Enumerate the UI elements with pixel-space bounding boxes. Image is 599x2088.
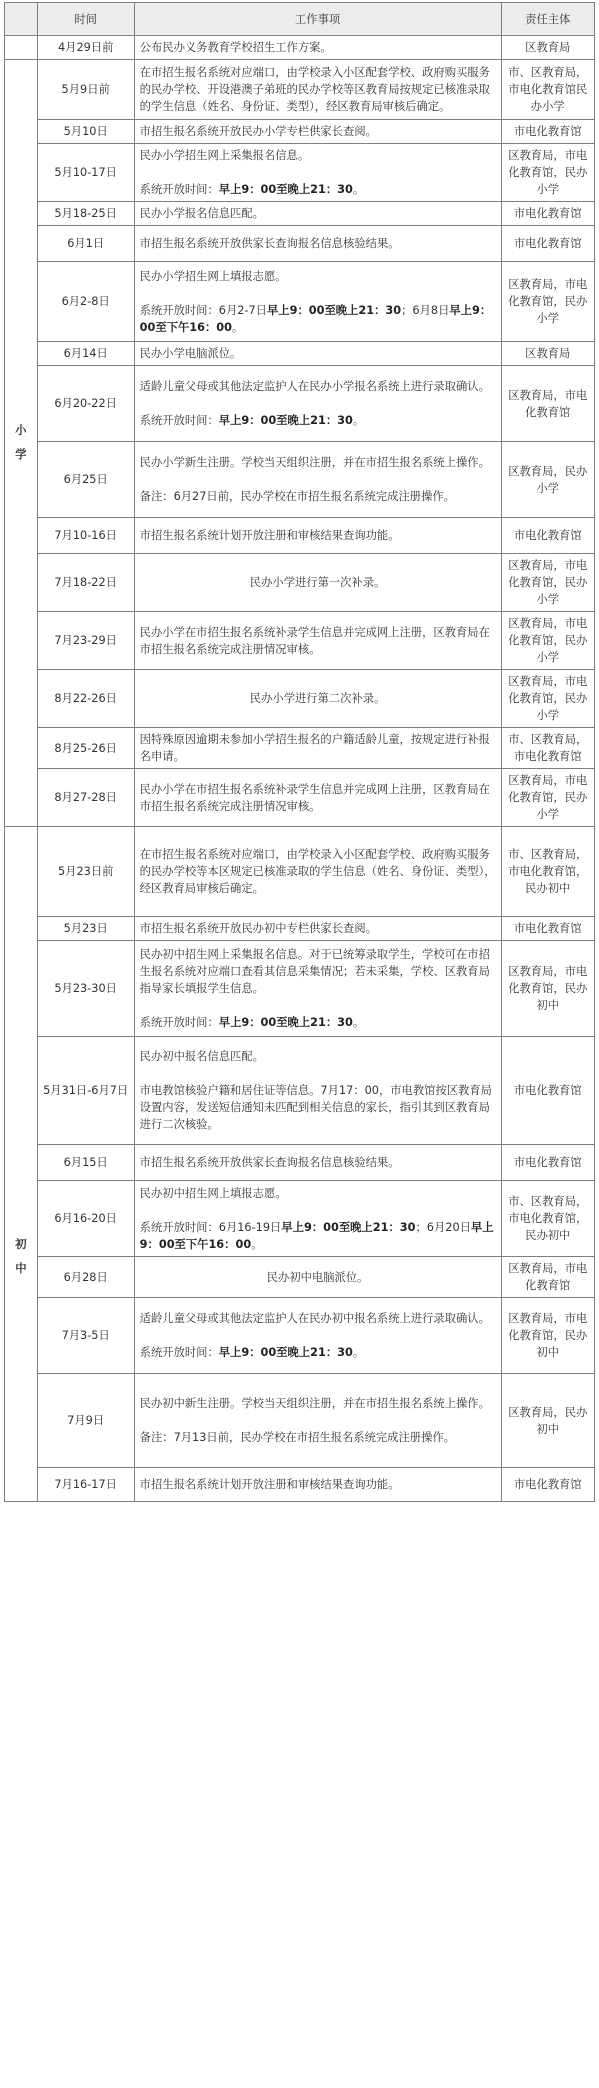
row-task xyxy=(134,612,501,670)
row-owner: 区教育局，民办小学 xyxy=(501,442,594,518)
row-task xyxy=(134,120,501,144)
table-row xyxy=(5,518,595,554)
task-text: 民办小学进行第一次补录。 xyxy=(249,576,386,589)
task-text: 民办初中电脑派位。 xyxy=(266,1270,369,1284)
row-task xyxy=(134,1468,501,1502)
row-time: 5月10日 xyxy=(37,120,134,144)
row-time: 6月25日 xyxy=(37,442,134,518)
open-time-label: 系统开放时间：6月16-19日 xyxy=(139,1220,282,1234)
table-row xyxy=(5,366,595,442)
row-task xyxy=(134,1145,501,1181)
row-owner: 区教育局，市电化教育馆，民办小学 xyxy=(501,554,594,612)
open-time-hours: 早上9：00至晚上21：30 xyxy=(281,1220,416,1234)
open-time-tail: 。 xyxy=(352,183,365,196)
table-row xyxy=(5,202,595,226)
section-primary-char: 小 xyxy=(15,424,27,437)
row-owner: 区教育局，市电化教育馆，民办初中 xyxy=(501,941,594,1037)
row-task xyxy=(134,1037,501,1145)
system-open-time xyxy=(140,181,496,198)
row-owner: 区教育局，市电化教育馆，民办初中 xyxy=(501,1298,594,1374)
open-time-label: ；6月8日 xyxy=(401,303,450,317)
table-header-row xyxy=(5,3,595,36)
row-time: 5月31日-6月7日 xyxy=(37,1037,134,1145)
row-time: 6月20-22日 xyxy=(37,366,134,442)
row-owner: 市、区教育局，市电化教育馆，民办初中 xyxy=(501,1181,594,1257)
row-owner: 区教育局，市电化教育馆，民办小学 xyxy=(501,670,594,728)
row-owner: 市电化教育馆 xyxy=(501,1468,594,1502)
table-row xyxy=(5,941,595,1037)
task-text: 民办小学在市招生报名系统补录学生信息并完成网上注册，区教育局在市招生报名系统完成注册情况审核。 xyxy=(139,625,490,656)
row-time: 6月15日 xyxy=(37,1145,134,1181)
table-row xyxy=(5,554,595,612)
row-task xyxy=(134,144,501,202)
task-text: 民办初中报名信息匹配。 xyxy=(139,1050,264,1063)
table-row xyxy=(5,442,595,518)
open-time-label: 系统开放时间： xyxy=(139,183,219,196)
row-owner: 区教育局，民办初中 xyxy=(501,1374,594,1468)
row-owner: 区教育局，市电化教育馆，民办小学 xyxy=(501,262,594,342)
row-task xyxy=(134,262,501,342)
row-task xyxy=(134,518,501,554)
section-junior-char: 中 xyxy=(15,1262,27,1275)
row-time: 5月23日前 xyxy=(37,827,134,917)
task-text: 民办小学在市招生报名系统补录学生信息并完成网上注册，区教育局在市招生报名系统完成注册情况审核。 xyxy=(139,782,490,813)
table-row xyxy=(5,1468,595,1502)
row-owner: 市电化教育馆 xyxy=(501,518,594,554)
header-section xyxy=(5,3,38,36)
open-time-hours: 早上9：00至下午16：00 xyxy=(139,303,492,334)
system-open-time xyxy=(140,302,496,336)
row-task xyxy=(134,728,501,769)
task-text: 因特殊原因逾期未参加小学招生报名的户籍适龄儿童，按规定进行补报名申请。 xyxy=(139,733,490,763)
task-text: 在市招生报名系统对应端口，由学校录入小区配套学校、政府购买服务的民办学校、开设港澳子弟班的民办学校等区教育局按规定已核准录取的学生信息（姓名、身份证、类型），经区教育局审核后确定。 xyxy=(139,66,490,113)
open-time-label: 系统开放时间： xyxy=(139,1346,219,1359)
task-text: 在市招生报名系统对应端口，由学校录入小区配套学校、政府购买服务的民办学校等本区规定已核准录取的学生信息（姓名、身份证、类型），经区教育局审核后确定。 xyxy=(139,848,496,895)
table-row xyxy=(5,120,595,144)
system-open-time xyxy=(140,1344,496,1361)
header-owner: 责任主体 xyxy=(501,3,594,36)
open-time-tail: 。 xyxy=(352,414,365,427)
row-time: 7月16-17日 xyxy=(37,1468,134,1502)
task-text: 民办初中招生网上填报志愿。 xyxy=(139,1186,287,1200)
table-row xyxy=(5,612,595,670)
open-time-tail: 。 xyxy=(232,320,244,334)
row-time: 7月23-29日 xyxy=(37,612,134,670)
enrollment-schedule-table xyxy=(4,2,595,1502)
row-time: 6月28日 xyxy=(37,1257,134,1298)
row-owner: 市电化教育馆 xyxy=(501,1145,594,1181)
row-owner: 区教育局 xyxy=(501,36,594,60)
table-row xyxy=(5,1374,595,1468)
row-task xyxy=(134,226,501,262)
row-task xyxy=(134,202,501,226)
row-task xyxy=(134,366,501,442)
table-row xyxy=(5,1257,595,1298)
row-time: 5月10-17日 xyxy=(37,144,134,202)
open-time-hours: 早上9：00至下午16：00 xyxy=(139,1220,494,1251)
task-text: 公布民办义务教育学校招生工作方案。 xyxy=(139,41,332,54)
open-time-tail: 。 xyxy=(352,1016,365,1029)
row-owner: 市电化教育馆 xyxy=(501,1037,594,1145)
table-row xyxy=(5,728,595,769)
task-text: 民办初中招生网上采集报名信息。对于已统筹录取学生，学校可在市招生报名系统对应端口查看其信息采集情况；若未采集，学校、区教育局指导家长填报学生信息。 xyxy=(139,948,490,995)
section-junior-char: 初 xyxy=(15,1238,27,1251)
task-text: 市招生报名系统开放供家长查询报名信息核验结果。 xyxy=(139,237,400,250)
row-time: 8月27-28日 xyxy=(37,769,134,827)
row-time: 7月3-5日 xyxy=(37,1298,134,1374)
table-row xyxy=(5,60,595,120)
open-time-label: 系统开放时间：6月2-7日 xyxy=(139,303,267,317)
task-text: 民办小学招生网上填报志愿。 xyxy=(139,269,287,283)
task-text: 民办小学进行第二次补录。 xyxy=(249,692,386,705)
row-time: 5月23日 xyxy=(37,917,134,941)
row-task xyxy=(134,1298,501,1374)
table-row xyxy=(5,342,595,366)
row-time: 5月23-30日 xyxy=(37,941,134,1037)
row-time: 7月18-22日 xyxy=(37,554,134,612)
row-owner: 市电化教育馆 xyxy=(501,226,594,262)
open-time-hours: 早上9：00至晚上21：30 xyxy=(218,1346,353,1359)
row-task xyxy=(134,442,501,518)
row-owner: 市、区教育局，市电化教育馆民办小学 xyxy=(501,60,594,120)
task-text: 市招生报名系统开放供家长查询报名信息核验结果。 xyxy=(139,1156,400,1169)
header-time: 时间 xyxy=(37,3,134,36)
row-task xyxy=(134,342,501,366)
system-open-time xyxy=(140,1219,496,1253)
table-row xyxy=(5,144,595,202)
row-task xyxy=(134,60,501,120)
row-task xyxy=(134,1374,501,1468)
row-task xyxy=(134,827,501,917)
row-owner: 市电化教育馆 xyxy=(501,202,594,226)
section-junior-label xyxy=(5,827,38,1502)
open-time-label: ；6月20日 xyxy=(415,1220,471,1234)
table-row xyxy=(5,827,595,917)
row-task xyxy=(134,554,501,612)
row-time: 4月29日前 xyxy=(37,36,134,60)
row-owner: 区教育局，市电化教育馆 xyxy=(501,1257,594,1298)
table-row xyxy=(5,226,595,262)
table-row xyxy=(5,1181,595,1257)
task-note: 备注：6月27日前，民办学校在市招生报名系统完成注册操作。 xyxy=(139,490,455,503)
open-time-hours: 早上9：00至晚上21：30 xyxy=(266,303,402,317)
row-task xyxy=(134,670,501,728)
row-owner: 区教育局 xyxy=(501,342,594,366)
table-row xyxy=(5,1145,595,1181)
task-text: 市招生报名系统计划开放注册和审核结果查询功能。 xyxy=(139,1478,400,1491)
section-primary-label xyxy=(5,60,38,827)
task-text: 民办小学招生网上采集报名信息。 xyxy=(139,149,310,162)
row-owner: 市、区教育局，市电化教育馆 xyxy=(501,728,594,769)
task-text: 适龄儿童父母或其他法定监护人在民办小学报名系统上进行录取确认。 xyxy=(139,380,490,393)
row-owner: 市电化教育馆 xyxy=(501,917,594,941)
system-open-time xyxy=(140,412,496,429)
table-row xyxy=(5,262,595,342)
row-owner: 市、区教育局，市电化教育馆，民办初中 xyxy=(501,827,594,917)
open-time-label: 系统开放时间： xyxy=(139,414,219,427)
table-row xyxy=(5,1298,595,1374)
task-text: 市招生报名系统开放民办初中专栏供家长查阅。 xyxy=(139,922,377,935)
row-time: 6月16-20日 xyxy=(37,1181,134,1257)
table-row xyxy=(5,917,595,941)
section-primary-char: 学 xyxy=(15,448,27,461)
open-time-hours: 早上9：00至晚上21：30 xyxy=(218,1016,353,1029)
open-time-tail: 。 xyxy=(352,1346,365,1359)
system-open-time xyxy=(140,1014,496,1031)
row-task xyxy=(134,941,501,1037)
row-owner: 区教育局，市电化教育馆，民办小学 xyxy=(501,144,594,202)
table-row xyxy=(5,670,595,728)
row-time: 7月10-16日 xyxy=(37,518,134,554)
table-row xyxy=(5,1037,595,1145)
row-time: 6月2-8日 xyxy=(37,262,134,342)
task-note: 备注：7月13日前，民办学校在市招生报名系统完成注册操作。 xyxy=(139,1431,455,1444)
row-time: 6月1日 xyxy=(37,226,134,262)
task-note: 市电教馆核验户籍和居住证等信息。7月17：00，市电教馆按区教育局设置内容，发送短信通知未匹配到相关信息的家长，指引其到区教育局进行二次核验。 xyxy=(139,1084,492,1131)
row-time: 7月9日 xyxy=(37,1374,134,1468)
row-time: 6月14日 xyxy=(37,342,134,366)
row-time: 5月9日前 xyxy=(37,60,134,120)
header-task: 工作事项 xyxy=(134,3,501,36)
task-text: 民办小学新生注册。学校当天组织注册，并在市招生报名系统上操作。 xyxy=(139,456,490,469)
row-owner: 区教育局，市电化教育馆，民办小学 xyxy=(501,769,594,827)
row-task xyxy=(134,769,501,827)
row-task xyxy=(134,1181,501,1257)
task-text: 民办小学报名信息匹配。 xyxy=(139,207,264,220)
table-row xyxy=(5,769,595,827)
open-time-tail: 。 xyxy=(251,1237,263,1251)
open-time-hours: 早上9：00至晚上21：30 xyxy=(218,183,353,196)
task-text: 适龄儿童父母或其他法定监护人在民办初中报名系统上进行录取确认。 xyxy=(139,1312,490,1325)
row-owner: 区教育局，市电化教育馆，民办小学 xyxy=(501,612,594,670)
row-task xyxy=(134,1257,501,1298)
open-time-label: 系统开放时间： xyxy=(139,1016,219,1029)
row-time: 8月22-26日 xyxy=(37,670,134,728)
task-text: 市招生报名系统计划开放注册和审核结果查询功能。 xyxy=(139,529,400,542)
row-time: 5月18-25日 xyxy=(37,202,134,226)
table-row xyxy=(5,36,595,60)
row-task xyxy=(134,917,501,941)
task-text: 民办初中新生注册。学校当天组织注册，并在市招生报名系统上操作。 xyxy=(139,1397,490,1410)
row-owner: 区教育局，市电化教育馆 xyxy=(501,366,594,442)
open-time-hours: 早上9：00至晚上21：30 xyxy=(218,414,353,427)
row-time: 8月25-26日 xyxy=(37,728,134,769)
task-text: 民办小学电脑派位。 xyxy=(139,347,242,360)
row-owner: 市电化教育馆 xyxy=(501,120,594,144)
row-task xyxy=(134,36,501,60)
task-text: 市招生报名系统开放民办小学专栏供家长查阅。 xyxy=(139,125,377,138)
